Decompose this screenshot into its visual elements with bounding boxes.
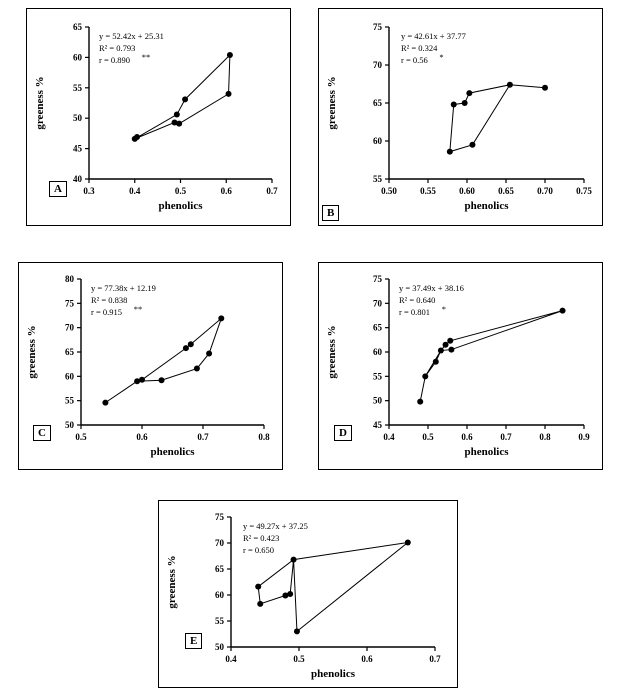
svg-text:phenolics: phenolics [310,668,356,680]
svg-text:greeness %: greeness % [326,325,338,379]
svg-text:55: 55 [373,174,382,184]
svg-text:greeness %: greeness % [326,76,338,130]
svg-text:**: ** [133,304,143,314]
chart-c-plot [19,263,282,469]
svg-text:0.6: 0.6 [220,186,232,196]
svg-text:65: 65 [215,564,224,574]
svg-text:45: 45 [73,143,82,154]
panel-d [318,262,603,470]
svg-text:phenolics: phenolics [464,446,509,458]
svg-text:y = 42.61x + 37.77: y = 42.61x + 37.77 [401,31,466,41]
svg-text:0.5: 0.5 [422,432,434,442]
svg-text:75: 75 [65,298,74,309]
svg-text:55: 55 [373,371,382,382]
svg-text:phenolics: phenolics [150,446,195,458]
chart-b-plot [319,9,602,225]
svg-text:0.6: 0.6 [136,432,148,442]
svg-text:r = 0.915: r = 0.915 [91,307,122,317]
svg-text:60: 60 [373,136,382,146]
svg-text:60: 60 [215,590,224,600]
svg-text:0.4: 0.4 [225,654,237,664]
svg-text:0.7: 0.7 [429,654,441,664]
svg-text:0.60: 0.60 [459,186,475,196]
svg-text:60: 60 [65,371,74,382]
svg-text:45: 45 [373,420,382,430]
svg-text:50: 50 [373,395,382,406]
svg-text:R² = 0.838: R² = 0.838 [91,295,128,305]
svg-text:55: 55 [73,82,82,93]
panel-e [158,500,458,688]
svg-text:phenolics: phenolics [464,200,509,212]
svg-text:65: 65 [373,98,382,108]
svg-text:r = 0.890: r = 0.890 [99,55,130,65]
svg-text:70: 70 [373,60,382,70]
svg-text:60: 60 [373,347,382,357]
svg-text:0.9: 0.9 [578,432,590,442]
svg-text:70: 70 [373,298,382,309]
svg-text:75: 75 [215,512,224,522]
svg-text:50: 50 [65,420,74,430]
svg-text:0.65: 0.65 [498,186,514,196]
svg-text:65: 65 [65,347,74,357]
svg-text:r = 0.56: r = 0.56 [401,55,428,65]
panel-c [18,262,283,470]
svg-text:0.5: 0.5 [293,654,305,664]
svg-text:y = 49.27x + 37.25: y = 49.27x + 37.25 [243,521,308,531]
svg-text:0.50: 0.50 [381,186,397,196]
chart-e-plot [159,501,457,687]
svg-text:greeness %: greeness % [26,325,38,379]
svg-text:R² = 0.640: R² = 0.640 [399,295,436,305]
svg-text:70: 70 [215,538,224,548]
panel-b [318,8,603,226]
svg-text:0.5: 0.5 [75,432,87,442]
svg-text:0.5: 0.5 [174,186,187,196]
svg-text:75: 75 [373,22,382,32]
svg-text:phenolics: phenolics [158,200,203,212]
svg-text:0.75: 0.75 [576,186,592,196]
svg-text:*: * [441,304,446,314]
panel-label-c: C [33,425,51,441]
chart-d-plot [319,263,602,469]
svg-text:0.6: 0.6 [461,432,473,442]
svg-text:*: * [439,52,444,62]
svg-text:y = 52.42x + 25.31: y = 52.42x + 25.31 [99,31,164,41]
svg-text:55: 55 [215,616,224,626]
svg-text:50: 50 [215,642,224,652]
svg-text:r = 0.650: r = 0.650 [243,545,274,555]
svg-text:0.7: 0.7 [266,186,278,196]
panel-label-a: A [49,181,67,197]
svg-text:R² = 0.793: R² = 0.793 [99,43,136,53]
svg-text:r = 0.801: r = 0.801 [399,307,430,317]
panel-label-e: E [185,633,202,649]
svg-text:0.8: 0.8 [258,432,270,442]
svg-text:65: 65 [73,22,82,32]
svg-text:0.8: 0.8 [539,432,551,442]
svg-text:40: 40 [73,174,82,184]
svg-text:0.70: 0.70 [537,186,553,196]
svg-text:0.4: 0.4 [383,432,395,442]
svg-text:0.6: 0.6 [361,654,373,664]
svg-text:greeness %: greeness % [166,555,178,609]
svg-text:y = 77.38x + 12.19: y = 77.38x + 12.19 [91,283,156,293]
svg-text:R² = 0.324: R² = 0.324 [401,43,438,53]
svg-text:50: 50 [73,113,82,124]
svg-text:65: 65 [373,322,382,333]
panel-a [26,8,291,226]
panel-label-b: B [322,205,339,221]
svg-text:0.55: 0.55 [420,186,436,196]
svg-text:80: 80 [65,274,74,284]
panel-label-d: D [334,425,352,441]
svg-text:**: ** [141,52,151,62]
svg-text:70: 70 [65,322,74,333]
svg-text:0.7: 0.7 [500,432,512,442]
svg-text:55: 55 [65,395,74,406]
svg-text:75: 75 [373,274,382,284]
svg-text:0.7: 0.7 [197,432,209,442]
svg-text:greeness %: greeness % [34,76,46,130]
svg-text:R² = 0.423: R² = 0.423 [243,533,280,543]
svg-text:0.3: 0.3 [83,186,95,196]
svg-text:0.4: 0.4 [129,186,141,196]
svg-text:60: 60 [73,52,82,63]
svg-text:y = 37.49x + 38.16: y = 37.49x + 38.16 [399,283,464,293]
